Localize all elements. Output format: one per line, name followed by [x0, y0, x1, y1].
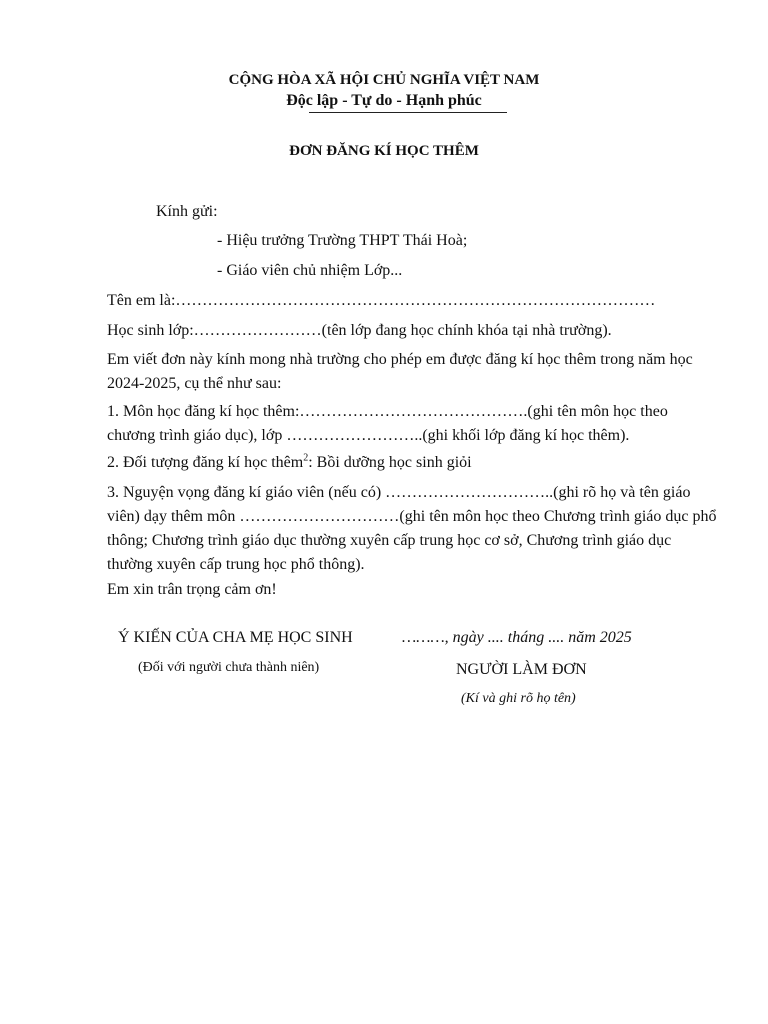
student-name-line: Tên em là:………………………………………………………………………………: [107, 292, 656, 309]
document-title: ĐƠN ĐĂNG KÍ HỌC THÊM: [289, 143, 479, 159]
item-3-paragraph: 3. Nguyện vọng đăng kí giáo viên (nếu có) …………………………..(ghi rõ họ và tên giáo viên) dạy thêm môn …………………………(ghi tên môn học theo Chương trình giáo dục phổ thông; Chương trình giáo dục thường xuyên cấp trung học cơ sở, Chương trình giáo dục thường xuyên cấp trung học phổ thông).: [107, 484, 717, 573]
item-2-paragraph: [107, 451, 717, 475]
parent-signature-title: Ý KIẾN CỦA CHA MẸ HỌC SINH: [118, 629, 353, 646]
national-motto: Độc lập - Tự do - Hạnh phúc: [286, 92, 482, 109]
item-2-prefix: 2. Đối tượng đăng kí học thêm: [107, 454, 304, 471]
footnote-marker: 2: [303, 452, 309, 464]
item-1-paragraph: 1. Môn học đăng kí học thêm:…………………………………….(ghi tên môn học theo chương trình giáo dục), lớp ……………………..(ghi khối lớp đăng kí học thêm).: [107, 403, 668, 444]
closing-line: Em xin trân trọng cảm ơn!: [107, 581, 277, 598]
date-line: ………, ngày .... tháng .... năm 2025: [402, 629, 632, 646]
national-title: CỘNG HÒA XÃ HỘI CHỦ NGHĨA VIỆT NAM: [228, 72, 540, 88]
item-2-suffix: : Bồi dưỡng học sinh giỏi: [308, 454, 472, 471]
intro-paragraph: Em viết đơn này kính mong nhà trường cho phép em được đăng kí học thêm trong năm học 2024-2025, cụ thể như sau:: [107, 351, 693, 392]
recipient-line-principal: - Hiệu trưởng Trường THPT Thái Hoà;: [217, 232, 468, 249]
student-class-line: Học sinh lớp:……………………(tên lớp đang học chính khóa tại nhà trường).: [107, 322, 612, 339]
parent-signature-note: (Đối với người chưa thành niên): [138, 660, 320, 675]
motto-underline: [309, 112, 507, 113]
recipient-line-teacher: - Giáo viên chủ nhiệm Lớp...: [217, 262, 403, 279]
applicant-signature-title: NGƯỜI LÀM ĐƠN: [456, 661, 587, 678]
recipient-greeting: Kính gửi:: [156, 203, 218, 220]
applicant-signature-note: (Kí và ghi rõ họ tên): [461, 691, 576, 706]
